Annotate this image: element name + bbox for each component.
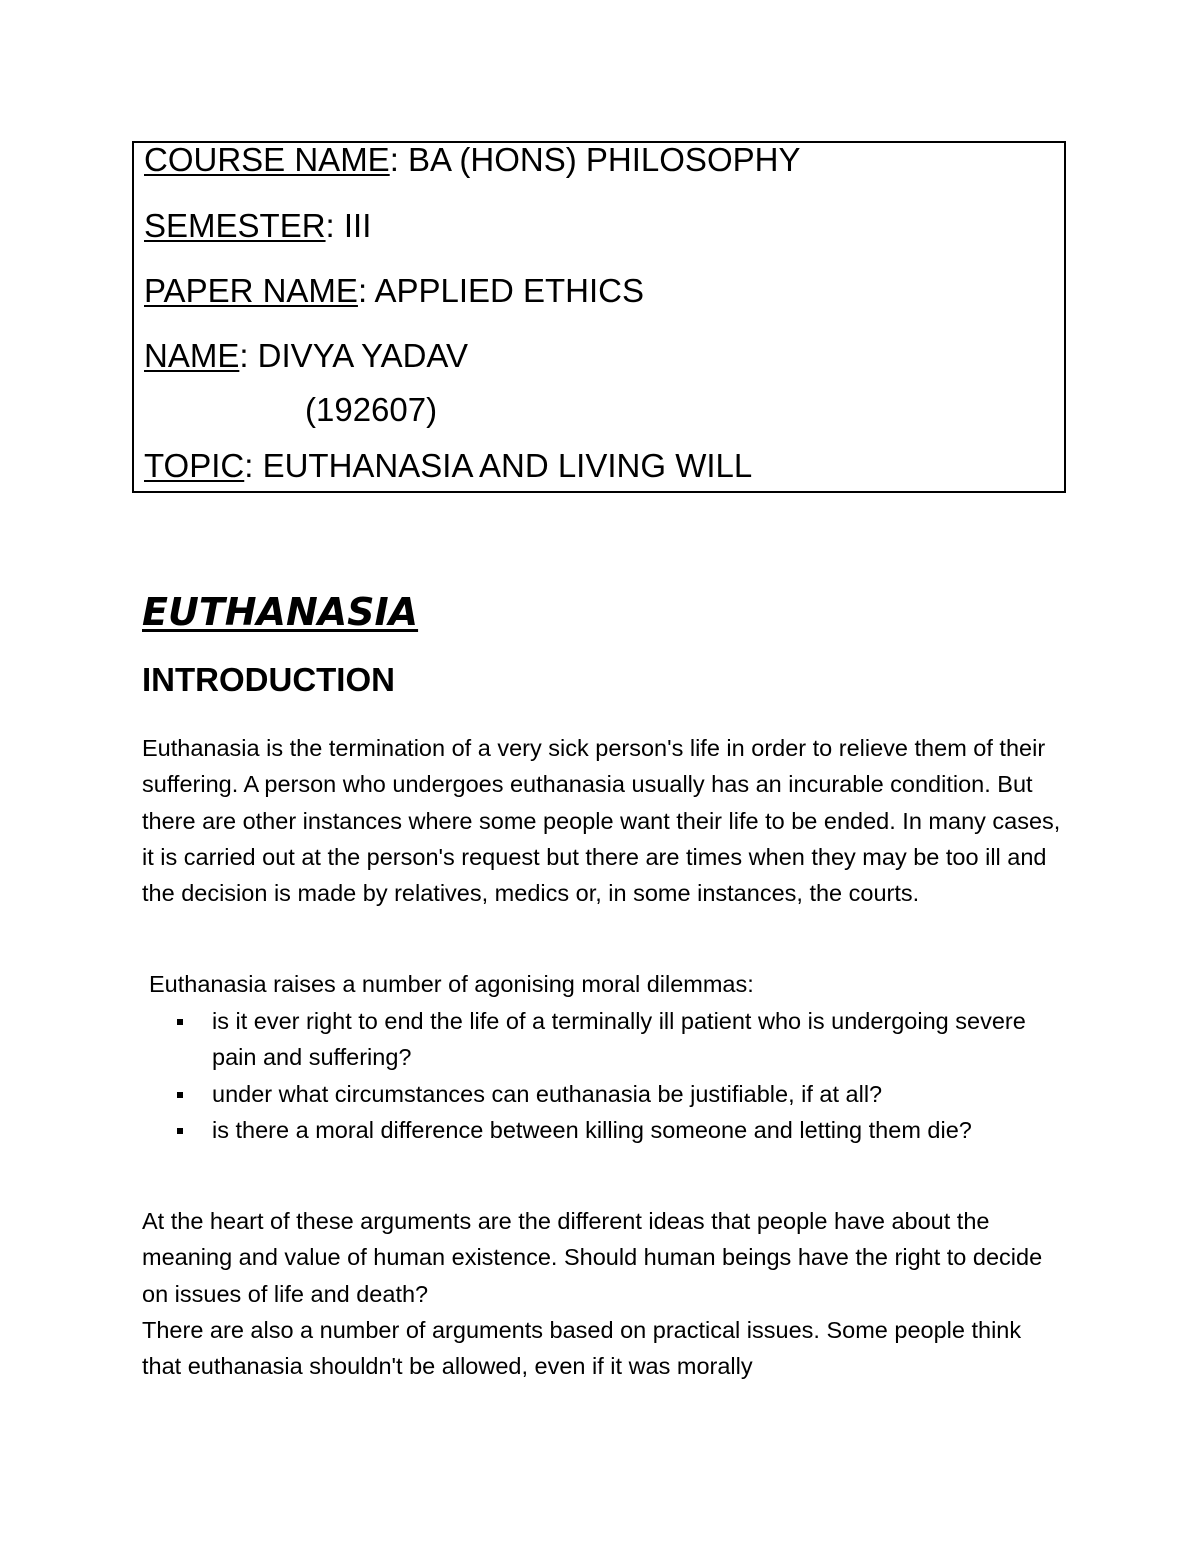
dilemmas-intro-paragraph: Euthanasia raises a number of agonising moral dilemmas:: [149, 971, 754, 997]
bullet-square-icon: [177, 1092, 183, 1098]
course-name-value: : BA (HONS) PHILOSOPHY: [389, 141, 801, 178]
paper-name-value: : APPLIED ETHICS: [357, 272, 645, 309]
section-heading: EUTHANASIA: [142, 590, 419, 634]
practical-text: There are also a number of arguments based on practical issues. Some people think that euthanasia shouldn't be allowed, even if it was morally: [142, 1316, 1022, 1380]
roll-number: (192607): [305, 391, 438, 428]
list-item: [142, 1112, 1062, 1148]
course-name-line: [144, 143, 800, 176]
topic-label: TOPIC: [144, 447, 245, 484]
intro-paragraph: Euthanasia is the termination of a very sick person's life in order to relieve them of their suffering. A person who undergoes euthanasia usually has an incurable condition. But there are other instances where some people want their life to be ended. In many cases, it is carried out at the person's request but there are times when they may be too ill and the decision is made by relatives, medics or, in some instances, the courts.: [142, 735, 1061, 907]
list-item-text: is there a moral difference between killing someone and letting them die?: [212, 1116, 972, 1143]
topic-line: [144, 449, 752, 482]
bullet-square-icon: [177, 1128, 183, 1134]
list-item: [142, 1003, 1062, 1076]
list-item: [142, 1076, 1062, 1112]
dilemmas-list: [142, 1003, 1062, 1148]
paper-name-label: PAPER NAME: [144, 272, 358, 309]
list-item-text: under what circumstances can euthanasia be justifiable, if at all?: [212, 1080, 883, 1107]
student-name-label: NAME: [144, 337, 240, 374]
list-item-text: is it ever right to end the life of a terminally ill patient who is undergoing severe pain and suffering?: [212, 1008, 1026, 1071]
paper-name-line: [144, 274, 644, 307]
arguments-paragraph: [142, 1203, 1062, 1384]
student-name-line: [144, 339, 468, 372]
semester-value: : III: [325, 207, 372, 244]
semester-line: [144, 209, 371, 242]
semester-label: SEMESTER: [144, 207, 326, 244]
bullet-square-icon: [177, 1019, 183, 1025]
cover-info-box: [132, 141, 1066, 493]
student-name-value: : DIVYA YADAV: [239, 337, 468, 374]
heart-text: At the heart of these arguments are the different ideas that people have about the meaning and value of human existence. Should human beings have the right to decide on issues of life and death?: [142, 1208, 1043, 1307]
topic-value: : EUTHANASIA AND LIVING WILL: [244, 447, 753, 484]
course-name-label: COURSE NAME: [144, 141, 390, 178]
subsection-heading: INTRODUCTION: [142, 661, 395, 698]
